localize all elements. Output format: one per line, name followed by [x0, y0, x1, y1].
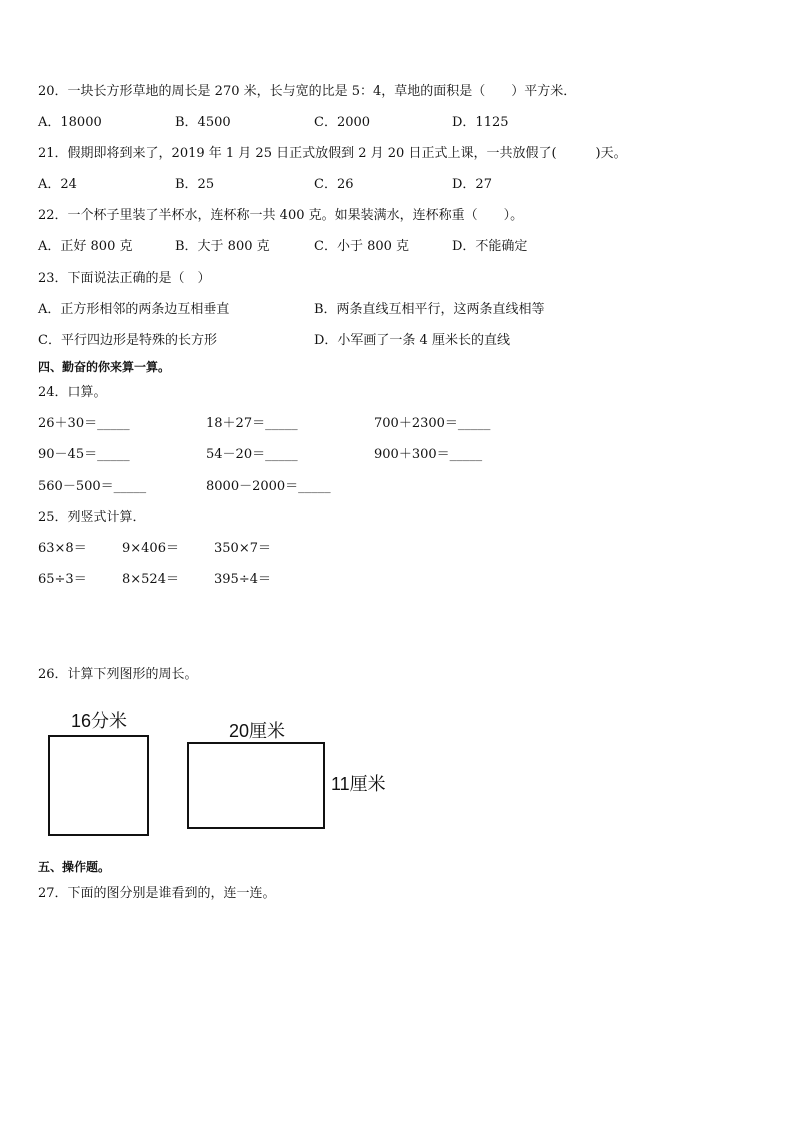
option-c: C．26	[314, 177, 354, 192]
option-b: B．两条直线互相平行，这两条直线相等	[314, 302, 545, 317]
question-25-stem: 25．列竖式计算．	[38, 510, 146, 525]
oral-calc-item: 700＋2300＝_____	[374, 416, 491, 431]
square-side-label: 16分米	[71, 711, 128, 731]
vertical-calc-item: 350×7＝	[214, 541, 271, 556]
vertical-calc-item: 9×406＝	[122, 541, 179, 556]
option-c: C．平行四边形是特殊的长方形	[38, 333, 217, 348]
option-d: D．不能确定	[452, 239, 528, 254]
option-d: D．27	[452, 177, 492, 192]
question-20-stem: 20．一块长方形草地的周长是 270 米，长与宽的比是 5：4，草地的面积是（ ）平方米．	[38, 84, 577, 99]
vertical-calc-item: 395÷4＝	[214, 572, 271, 587]
question-24-stem: 24．口算。	[38, 385, 107, 400]
oral-calc-item: 8000－2000＝_____	[206, 479, 331, 494]
vertical-calc-item: 65÷3＝	[38, 572, 87, 587]
vertical-calc-item: 8×524＝	[122, 572, 179, 587]
option-b: B．大于 800 克	[175, 239, 270, 254]
option-c: C．2000	[314, 115, 371, 130]
question-21-stem: 21．假期即将到来了，2019 年 1 月 25 日正式放假到 2 月 20 日正式上课，一共放假了( )天。	[38, 146, 627, 161]
vertical-calc-item: 63×8＝	[38, 541, 87, 556]
oral-calc-item: 26＋30＝_____	[38, 416, 130, 431]
option-a: A．正好 800 克	[38, 239, 133, 254]
oral-calc-item: 18＋27＝_____	[206, 416, 298, 431]
square-figure	[48, 735, 149, 836]
option-d: D．小军画了一条 4 厘米长的直线	[314, 333, 510, 348]
question-23-stem: 23．下面说法正确的是（ ）	[38, 271, 211, 286]
question-22-stem: 22．一个杯子里装了半杯水，连杯称一共 400 克。如果装满水，连杯称重（ ）。	[38, 208, 524, 223]
rectangle-figure	[187, 742, 325, 829]
oral-calc-item: 54－20＝_____	[206, 447, 298, 462]
option-b: B．4500	[175, 115, 231, 130]
option-d: D．1125	[452, 115, 509, 130]
oral-calc-item: 900＋300＝_____	[374, 447, 483, 462]
question-27-stem: 27．下面的图分别是谁看到的，连一连。	[38, 886, 276, 901]
oral-calc-item: 90－45＝_____	[38, 447, 130, 462]
option-c: C．小于 800 克	[314, 239, 410, 254]
section-heading-5: 五、操作题。	[38, 860, 111, 874]
option-a: A．24	[38, 177, 77, 192]
rectangle-width-label: 11厘米	[331, 774, 386, 794]
rectangle-length-label: 20厘米	[229, 721, 286, 741]
section-heading-4: 四、勤奋的你来算一算。	[38, 360, 171, 374]
option-a: A．18000	[38, 115, 102, 130]
oral-calc-item: 560－500＝_____	[38, 479, 147, 494]
option-b: B．25	[175, 177, 215, 192]
option-a: A．正方形相邻的两条边互相垂直	[38, 302, 230, 317]
question-26-stem: 26．计算下列图形的周长。	[38, 667, 198, 682]
